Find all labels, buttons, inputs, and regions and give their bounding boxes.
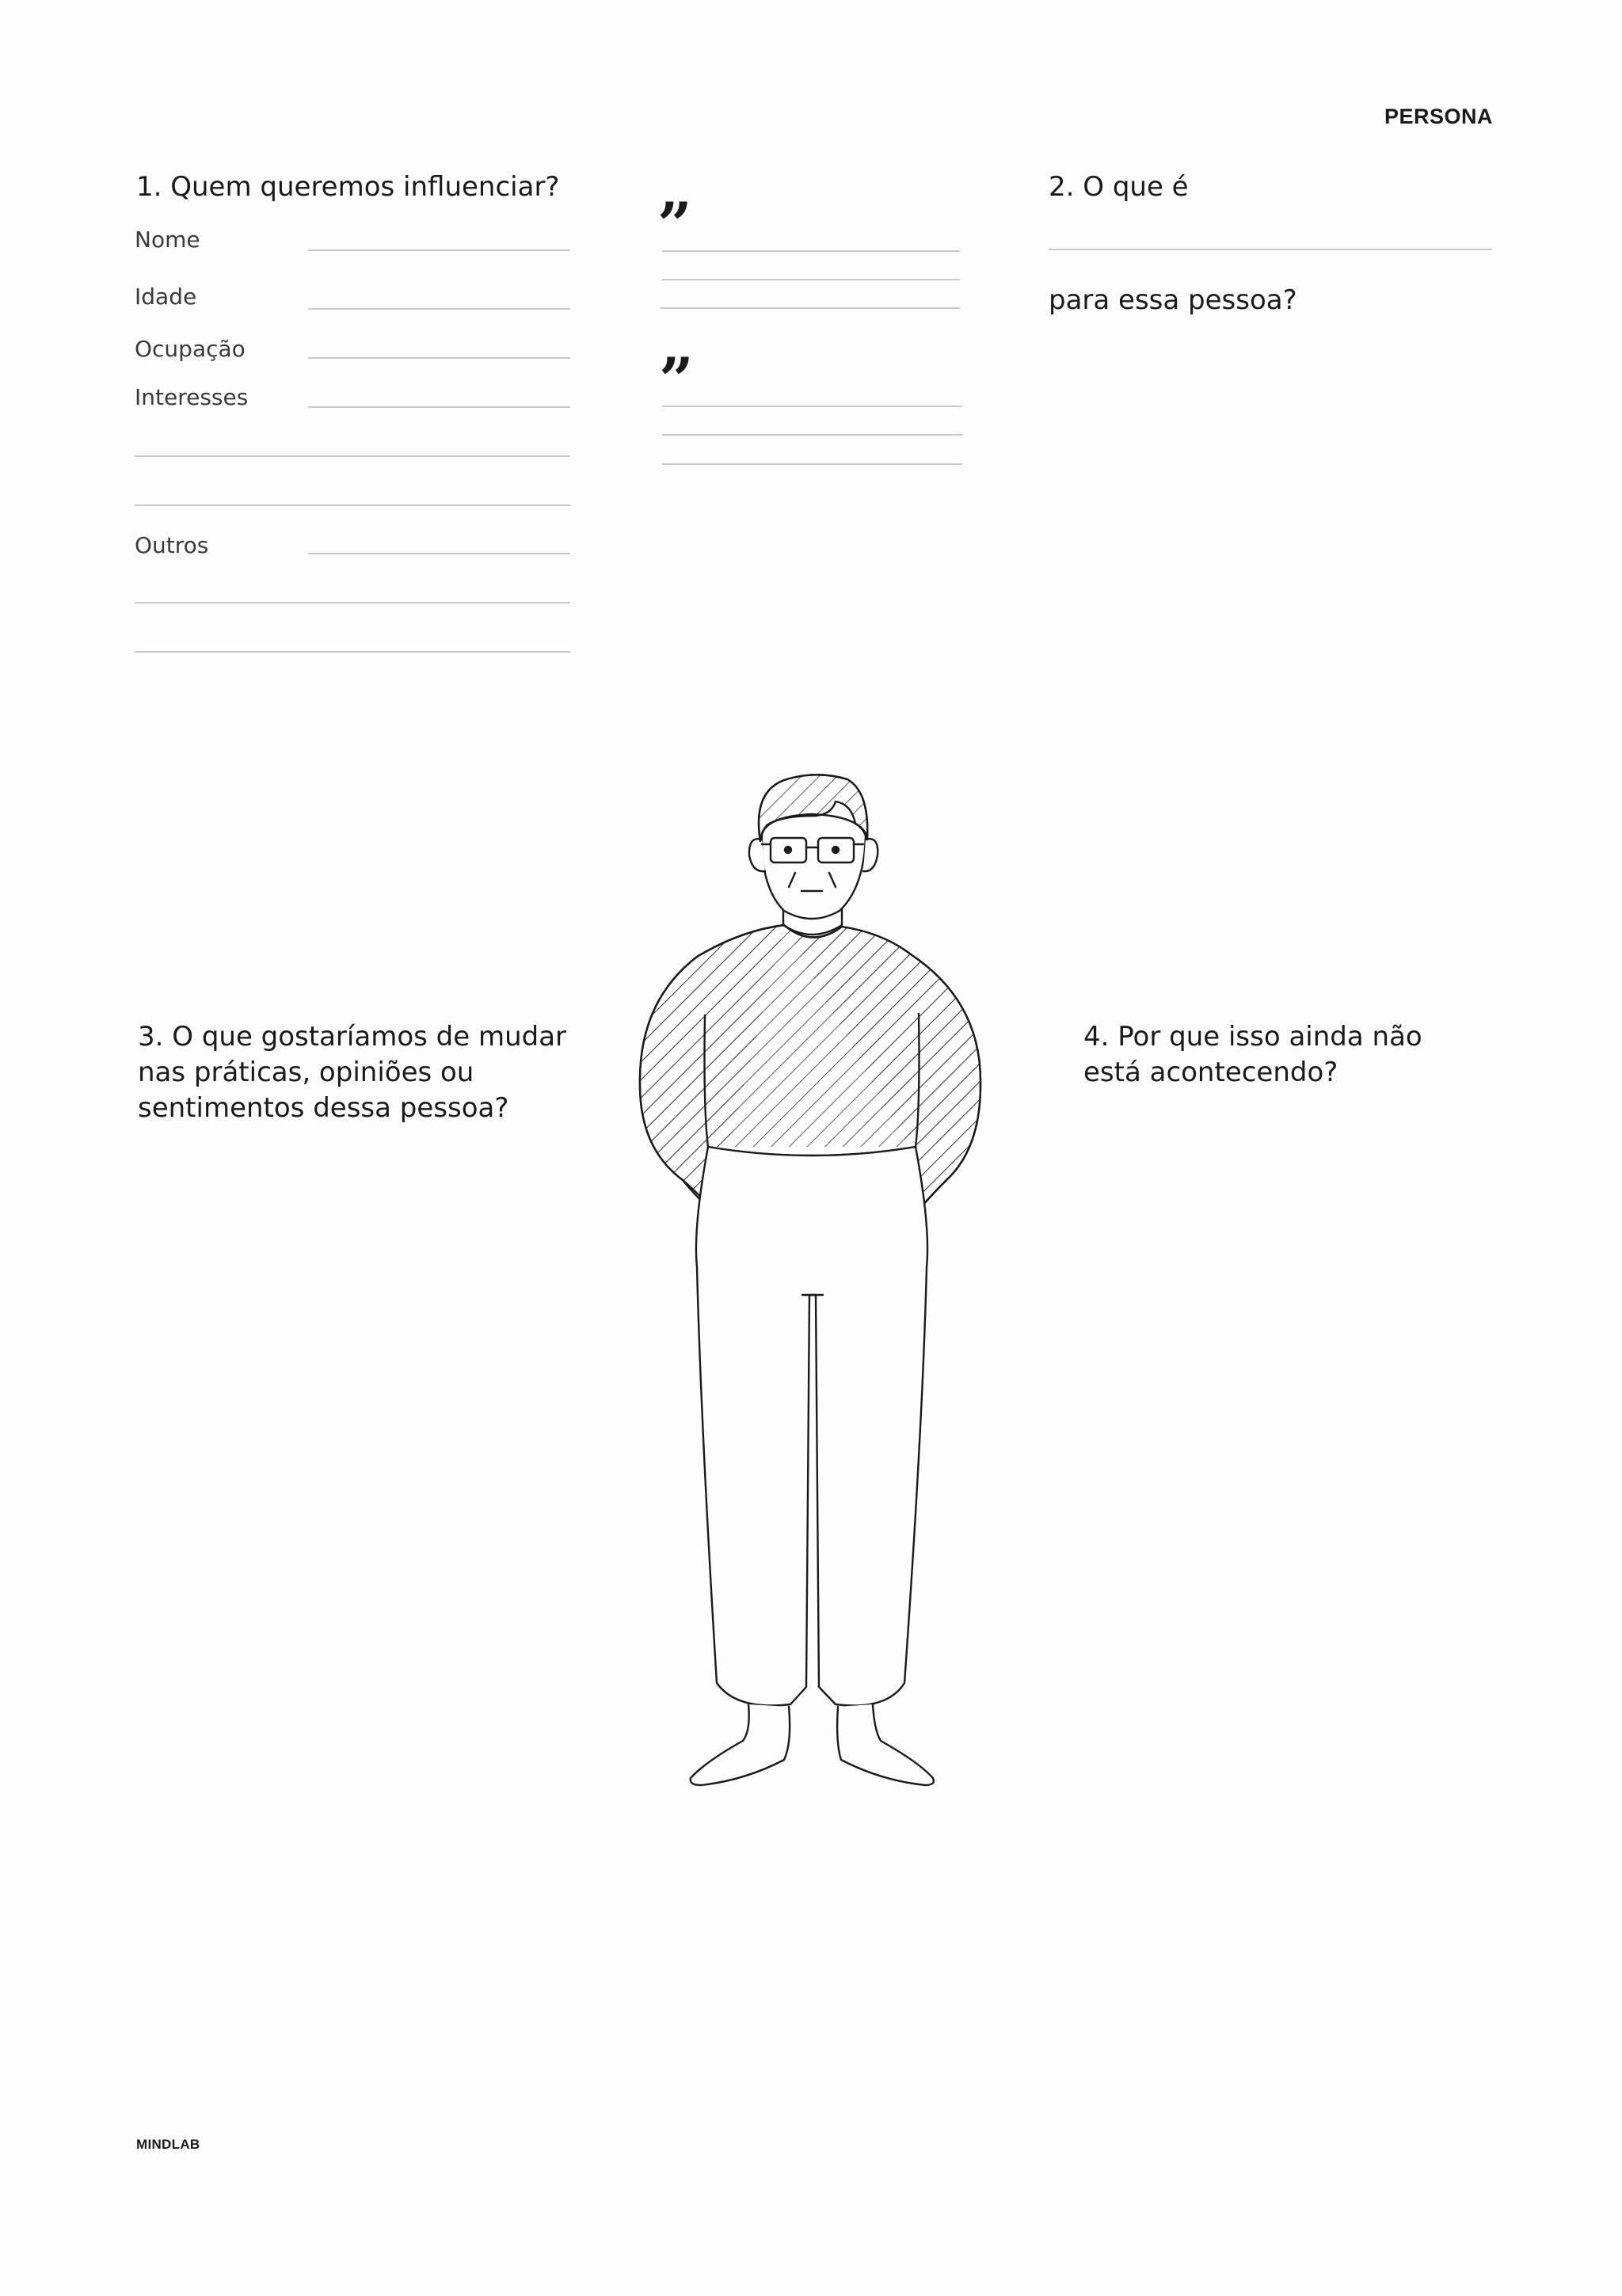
idade-input-line[interactable] [308, 308, 570, 310]
section4-heading [1083, 1019, 1422, 1091]
section1-title: 1. Quem queremos influenciar? [136, 171, 560, 203]
section2-subtitle: para essa pessoa? [1049, 284, 1297, 316]
outros-input-line[interactable] [308, 553, 570, 554]
outros-input-line-3[interactable] [135, 651, 570, 653]
outros-input-line-2[interactable] [135, 602, 570, 604]
nome-input-line[interactable] [308, 249, 570, 251]
quote1-input-line-1[interactable] [662, 250, 960, 252]
ocupacao-input-line[interactable] [308, 357, 570, 359]
section3-heading [138, 1019, 566, 1126]
field-label-nome: Nome [135, 227, 200, 253]
interesses-input-line-3[interactable] [135, 505, 570, 506]
field-label-interesses: Interesses [135, 384, 249, 410]
section4-line-1: 4. Por que isso ainda não [1083, 1021, 1422, 1053]
section3-line-3: sentimentos dessa pessoa? [138, 1092, 509, 1124]
brand-footer: MINDLAB [136, 2137, 200, 2152]
section2-title: 2. O que é [1049, 171, 1189, 203]
quote1-input-line-2[interactable] [662, 279, 960, 280]
interesses-input-line[interactable] [308, 406, 570, 408]
field-label-ocupacao: Ocupação [135, 336, 246, 362]
field-label-idade: Idade [135, 284, 197, 310]
quote2-input-line-1[interactable] [662, 406, 962, 407]
section3-line-1: 3. O que gostaríamos de mudar [138, 1021, 567, 1053]
interesses-input-line-2[interactable] [135, 455, 570, 457]
quote1-input-line-3[interactable] [661, 307, 960, 309]
section4-line-2: está acontecendo? [1083, 1057, 1338, 1088]
section2-input-line[interactable] [1049, 249, 1492, 250]
field-label-outros: Outros [135, 532, 209, 558]
quote-icon-2: ” [659, 345, 694, 415]
quote2-input-line-2[interactable] [662, 434, 962, 436]
quote-icon-1: ” [657, 189, 692, 260]
quote2-input-line-3[interactable] [662, 463, 962, 465]
section3-line-2: nas práticas, opiniões ou [138, 1057, 474, 1088]
persona-figure-icon [626, 760, 998, 1790]
page-title: PERSONA [1384, 105, 1493, 128]
